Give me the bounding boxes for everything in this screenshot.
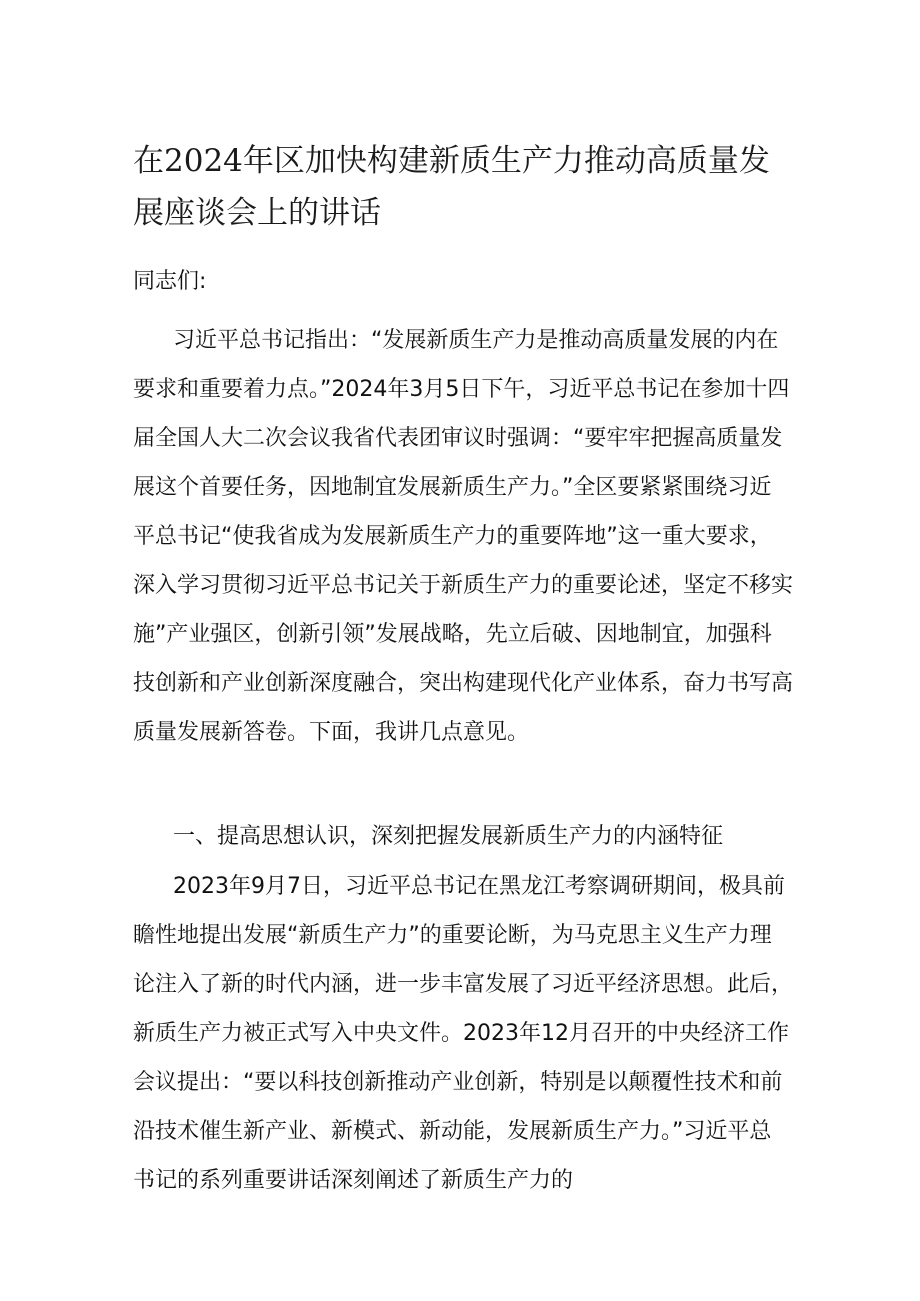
section-heading: 一、提高思想认识，深刻把握发展新质生产力的内涵特征 [173, 824, 724, 849]
body-paragraph: 习近平总书记指出：“发展新质生产力是推动高质量发展的内在要求和重要着力点。”2024年3月5日下午，习近平总书记在参加十四届全国人大二次会议我省代表团审议时强调：“要牢牢把握高质量发展这个首要任务，因地制宜发展新质生产力。”全区要紧紧围绕习近平总书记“使我省成为发展新质生产力的重要阵地”这一重大要求，深入学习贯彻习近平总书记关于新质生产力的重要论述，坚定不移实施”产业强区，创新引领”发展战略，先立后破、因地制宜，加强科技创新和产业创新深度融合，突出构建现代化产业体系，奋力书写高质量发展新答卷。下面，我讲几点意见。 [133, 328, 794, 745]
body-paragraph: 2023年9月7日，习近平总书记在黑龙江考察调研期间，极具前瞻性地提出发展“新质生产力”的重要论断，为马克思主义生产力理论注入了新的时代内涵，进一步丰富发展了习近平经济思想。此后，新质生产力被正式写入中央文件。2023年12月召开的中央经济工作会议提出：“要以科技创新推动产业创新，特别是以颠覆性技术和前沿技术催生新产业、新模式、新动能，发展新质生产力。”习近平总书记的系列重要讲话深刻阐述了新质生产力的 [133, 874, 794, 1193]
document-title: 在2024年区加快构建新质生产力推动高质量发展座谈会上的讲话 [133, 143, 770, 231]
salutation: 同志们: [133, 269, 207, 294]
